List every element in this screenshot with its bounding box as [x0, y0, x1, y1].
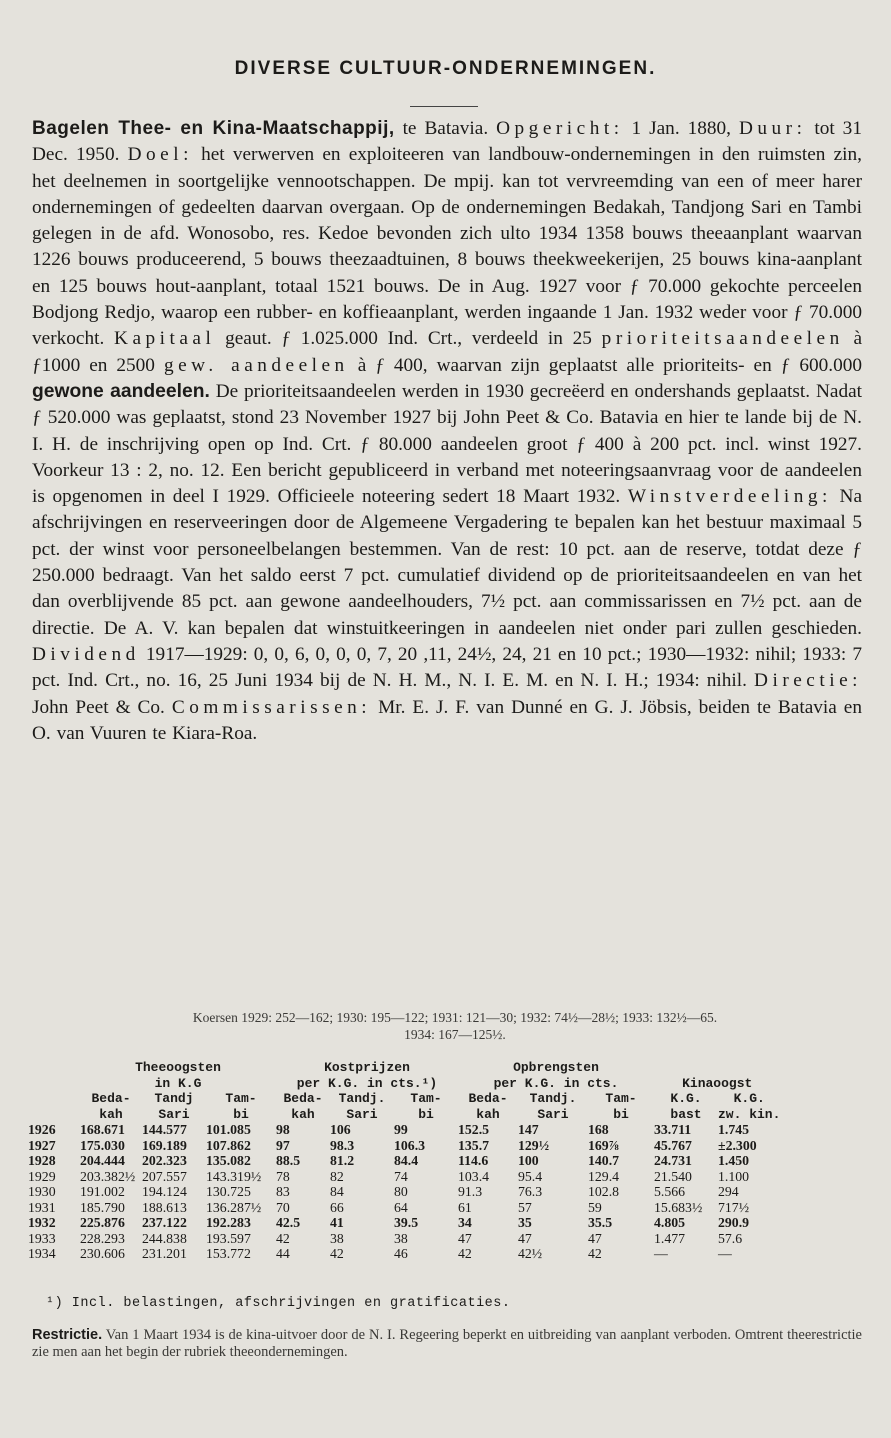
table-group-subheader-row	[28, 1076, 780, 1092]
table-column-header: Tam-	[605, 1091, 637, 1106]
table-cell: 188.613	[142, 1199, 187, 1215]
dividend-text: 1917—1929: 0, 0, 6, 0, 0, 0, 7, 20 ,11, 24½, 24, 21 en 10 pct.; 1930—1932: nihil; 1933: 7 pct. Ind. Crt., no. 16, 25 Juni 1934 bij de N. H. M., N. I. E. M. en N. I. H.; 1934: nihil.	[32, 643, 862, 692]
table-cell: 97	[276, 1137, 290, 1153]
table-cell: 46	[394, 1246, 408, 1261]
table-cell: 147	[518, 1122, 539, 1137]
table-cell: 42	[276, 1230, 290, 1246]
table-cell: 66	[330, 1199, 344, 1215]
table-cell: 191.002	[80, 1184, 125, 1199]
theeoogsten-header: Theeoogsten	[135, 1060, 221, 1075]
table-row	[28, 1169, 780, 1185]
table-row	[28, 1184, 780, 1200]
doel-label: Doel:	[127, 144, 193, 166]
table-cell: 153.772	[206, 1246, 251, 1261]
table-cell: 42½	[518, 1246, 543, 1261]
table-cell: 106.3	[394, 1137, 426, 1153]
table-cell: ±2.300	[718, 1137, 757, 1153]
table-column-header: K.G.	[670, 1091, 702, 1106]
table-cell: 42.5	[276, 1215, 301, 1230]
table-cell: —	[718, 1246, 732, 1261]
table-cell: 228.293	[80, 1230, 125, 1246]
gewone-aandeelen-label: gewone aandeelen.	[32, 380, 210, 402]
table-cell: 47	[458, 1230, 472, 1246]
koersen-line-1: Koersen 1929: 252—162; 1930: 195—122; 1931: 121—30; 1932: 74½—28½; 1933: 132½—65.	[192, 1010, 718, 1025]
table-cell: 135.7	[458, 1137, 490, 1153]
table-cell: 45.767	[654, 1137, 692, 1153]
table-cell: —	[654, 1246, 668, 1261]
table-column-header: kah	[291, 1106, 315, 1122]
commissarissen-text: Mr. E. J. F. van Dunné en G. J. Jöbsis, beiden te Batavia en O. van Vuuren te Kiara-Roa.	[32, 696, 862, 744]
table-cell: 81.2	[330, 1153, 355, 1168]
directie-text: John Peet & Co.	[32, 696, 165, 718]
dividend-label: Dividend	[32, 643, 140, 665]
table-cell: 84.4	[394, 1153, 419, 1168]
table-column-header: Beda-	[283, 1091, 323, 1106]
table-column-header: Sari	[346, 1106, 378, 1122]
table-column-header-row-2	[28, 1107, 780, 1123]
statistics-table	[28, 1060, 780, 1262]
duur-label: Duur:	[738, 118, 807, 139]
kinaoogst-header: Kinaoogst	[682, 1075, 753, 1091]
table-column-header: bi	[233, 1106, 249, 1122]
table-cell: 98	[276, 1122, 290, 1137]
table-cell: 78	[276, 1168, 290, 1184]
winstverdeeling-text: Na afschrijvingen en reserveeringen door de Algemeene Vergadering te bepalen kan het bestuur maximaal 5 pct. der winst voor personeelbelangen bestemmen. Van de rest: 10 pct. aan de reserve, totdat deze ƒ 250.000 bedraagt. Van het saldo eerst 7 pct. cumulatief dividend op de prioriteitsaandeelen en van het dan overblijvende 85 pct. aan gewone aandeelhouders, 7½ pct. aan commissarissen en 7½ pct. aan de directie. De A. V. kan bepalen dat winstuitkeeringen in aandeelen niet onder pari zullen geschieden.	[32, 486, 862, 639]
table-cell: 5.566	[654, 1184, 686, 1199]
table-column-header: kah	[99, 1106, 123, 1122]
table-row	[28, 1138, 780, 1154]
table-cell: 136.287½	[206, 1199, 262, 1215]
table-cell: 152.5	[458, 1122, 490, 1137]
table-cell: 84	[330, 1184, 344, 1199]
table-cell: 106	[330, 1122, 351, 1137]
table-cell: 82	[330, 1168, 344, 1184]
table-column-header: Tam-	[225, 1091, 257, 1106]
duur-value: tot 31 Dec. 1950.	[32, 118, 862, 166]
table-cell: 24.731	[654, 1153, 692, 1168]
opgericht-value: 1 Jan. 1880,	[631, 118, 731, 139]
table-cell: 130.725	[206, 1184, 251, 1199]
winstverdeeling-label: Winstverdeeling:	[627, 486, 832, 508]
kapitaal-text-4: De prioriteitsaandeelen werden in 1930 gecreëerd en ondershands geplaatst. Nadat ƒ 520.000 was geplaatst, stond 23 November 1927 bij John Peet & Co. Batavia en hier te lande bij de N. I. H. de inschrijving open op Ind. Crt. ƒ 80.000 aandeelen groot ƒ 400 à 200 pct. incl. winst 1927. Voorkeur 13 : 2, no. 12. Een bericht gepubliceerd in verband met noteeringsaanvraag voor de aandeelen is opgenomen in deel I 1929. Officieele noteering sedert 18 Maart 1932.	[32, 380, 862, 508]
year-cell: 1927	[28, 1137, 56, 1153]
table-cell: 207.557	[142, 1168, 187, 1184]
restrictie-label: Restrictie.	[32, 1327, 103, 1343]
table-cell: 35.5	[588, 1215, 613, 1230]
kapitaal-text-1: geaut. ƒ 1.025.000 Ind. Crt., verdeeld in 25	[225, 328, 592, 350]
table-column-header: Tandj	[154, 1091, 194, 1106]
table-cell: 34	[458, 1215, 472, 1230]
table-cell: 294	[718, 1184, 739, 1199]
table-cell: 230.606	[80, 1246, 125, 1261]
table-row	[28, 1231, 780, 1247]
kapitaal-text-2: à ƒ1000 en 2500	[32, 328, 863, 376]
table-cell: 202.323	[142, 1153, 187, 1168]
table-cell: 35	[518, 1215, 532, 1230]
table-cell: 169⅞	[588, 1137, 620, 1153]
kostprijzen-subheader: per K.G. in cts.¹)	[296, 1075, 438, 1091]
table-cell: 88.5	[276, 1153, 301, 1168]
year-cell: 1926	[28, 1122, 56, 1137]
table-cell: 74	[394, 1168, 408, 1184]
kapitaal-label: Kapitaal	[114, 328, 216, 350]
table-cell: 4.805	[654, 1215, 686, 1230]
table-cell: 129½	[518, 1137, 550, 1153]
gewone-aandeelen-spaced-label: gew. aandeelen	[163, 354, 349, 376]
table-column-header: K.G.	[733, 1091, 765, 1106]
table-cell: 47	[588, 1230, 602, 1246]
opbrengsten-subheader: per K.G. in cts.	[493, 1075, 619, 1091]
table-column-header: bi	[418, 1106, 434, 1122]
year-cell: 1932	[28, 1215, 56, 1230]
table-cell: 204.444	[80, 1153, 125, 1168]
table-cell: 42	[330, 1246, 344, 1261]
kapitaal-text-3: à ƒ 400, waarvan zijn geplaatst alle prioriteits- en ƒ 600.000	[357, 354, 862, 376]
table-cell: 135.082	[206, 1153, 251, 1168]
table-column-header: bast	[670, 1106, 702, 1122]
table-cell: 231.201	[142, 1246, 187, 1261]
opbrengsten-header: Opbrengsten	[513, 1060, 599, 1075]
year-cell: 1931	[28, 1199, 56, 1215]
table-column-header: Sari	[158, 1106, 190, 1122]
table-cell: 76.3	[518, 1184, 543, 1199]
table-cell: 42	[588, 1246, 602, 1261]
year-cell: 1934	[28, 1246, 56, 1261]
table-cell: 717½	[718, 1199, 750, 1215]
doel-text: het verwerven en exploiteeren van landbouw-ondernemingen in den ruimsten zin, het deelnemen in soortgelijke vennootschappen. De mpij. kan tot vervreemding van een of meer harer ondernemingen of gedeelten daarvan overgaan. Op de ondernemingen Bedakah, Tandjong Sari en Tambi gelegen in de afd. Wonosobo, res. Kedoe bevonden zich ulto 1934 1358 bouws theeaanplant waarvan 1226 bouws produceerend, 5 bouws theezaadtuinen, 8 bouws theekweekerijen, 25 bouws kina-aanplant en 125 bouws hout-aanplant, totaal 1521 bouws. De in Aug. 1927 voor ƒ 70.000 gekochte perceelen Bodjong Redjo, waarop een rubber- en koffieaanplant, werden ingaande 1 Jan. 1932 weder voor ƒ 70.000 verkocht.	[32, 144, 862, 350]
table-row	[28, 1215, 780, 1231]
table-cell: 1.450	[718, 1153, 750, 1168]
table-column-header: bi	[613, 1106, 629, 1122]
table-cell: 99	[394, 1122, 408, 1137]
year-cell: 1928	[28, 1153, 56, 1168]
table-row	[28, 1153, 780, 1169]
table-cell: 290.9	[718, 1215, 750, 1230]
table-cell: 237.122	[142, 1215, 187, 1230]
table-cell: 61	[458, 1199, 472, 1215]
section-heading: DIVERSE CULTUUR-ONDERNEMINGEN.	[234, 58, 657, 79]
table-column-header: kah	[476, 1106, 500, 1122]
restrictie-block	[32, 1327, 862, 1360]
year-cell: 1930	[28, 1184, 56, 1199]
table-cell: 100	[518, 1153, 539, 1168]
kostprijzen-header: Kostprijzen	[324, 1060, 410, 1075]
company-name: Bagelen Thee- en Kina-Maatschappij,	[32, 118, 395, 139]
table-cell: 143.319½	[206, 1168, 262, 1184]
table-cell: 169.189	[142, 1137, 187, 1153]
table-cell: 95.4	[518, 1168, 543, 1184]
table-cell: 102.8	[588, 1184, 620, 1199]
commissarissen-label: Commissarissen:	[171, 696, 372, 718]
prioriteitsaandeelen-label: prioriteitsaandeelen	[601, 328, 844, 350]
koersen-block	[60, 1009, 850, 1043]
table-cell: 203.382½	[80, 1168, 136, 1184]
table-cell: 103.4	[458, 1168, 490, 1184]
koersen-line-2: 1934: 167—125½.	[404, 1027, 506, 1042]
table-cell: 185.790	[80, 1199, 125, 1215]
table-cell: 83	[276, 1184, 290, 1199]
table-footnote: ¹) Incl. belastingen, afschrijvingen en gratificaties.	[46, 1296, 511, 1311]
table-cell: 168	[588, 1122, 609, 1137]
table-cell: 41	[330, 1215, 344, 1230]
table-column-header-row-1	[28, 1091, 780, 1107]
table-cell: 57.6	[718, 1230, 743, 1246]
theeoogsten-subheader: in K.G	[154, 1075, 202, 1091]
article-paragraph	[32, 116, 862, 747]
table-cell: 15.683½	[654, 1199, 703, 1215]
table-cell: 140.7	[588, 1153, 620, 1168]
table-column-header: zw. kin.	[718, 1106, 781, 1122]
table-column-header: Beda-	[91, 1091, 131, 1106]
table-cell: 194.124	[142, 1184, 187, 1199]
opgericht-label: Opgericht:	[496, 118, 624, 139]
table-row	[28, 1246, 780, 1262]
table-cell: 98.3	[330, 1137, 355, 1153]
table-cell: 38	[394, 1230, 408, 1246]
table-group-header-row	[28, 1060, 780, 1076]
company-article	[32, 116, 862, 747]
table-cell: 42	[458, 1246, 472, 1261]
table-cell: 175.030	[80, 1137, 125, 1153]
table-column-header: Tandj.	[338, 1091, 386, 1106]
table-column-header: Sari	[537, 1106, 569, 1122]
year-cell: 1929	[28, 1168, 56, 1184]
directie-label: Directie:	[754, 670, 862, 692]
table-cell: 21.540	[654, 1168, 692, 1184]
table-cell: 57	[518, 1199, 532, 1215]
table-cell: 44	[276, 1246, 290, 1261]
table-cell: 33.711	[654, 1122, 692, 1137]
table-cell: 91.3	[458, 1184, 483, 1199]
table-cell: 1.745	[718, 1122, 750, 1137]
table-cell: 59	[588, 1199, 602, 1215]
table-cell: 225.876	[80, 1215, 125, 1230]
table-column-header: Beda-	[468, 1091, 508, 1106]
table-cell: 114.6	[458, 1153, 489, 1168]
table-cell: 101.085	[206, 1122, 251, 1137]
table-cell: 70	[276, 1199, 290, 1215]
company-location: te Batavia.	[402, 118, 489, 139]
table-row	[28, 1122, 780, 1138]
table-cell: 192.283	[206, 1215, 251, 1230]
year-cell: 1933	[28, 1230, 56, 1246]
table-cell: 129.4	[588, 1168, 620, 1184]
table-column-header: Tam-	[410, 1091, 442, 1106]
table-cell: 244.838	[142, 1230, 187, 1246]
table-cell: 1.100	[718, 1168, 750, 1184]
heading-divider	[410, 106, 478, 107]
table-cell: 144.577	[142, 1122, 187, 1137]
table-row	[28, 1200, 780, 1216]
restrictie-text: Van 1 Maart 1934 is de kina-uitvoer door de N. I. Regeering beperkt en uitbreiding van aanplant verboden. Omtrent theerestrictie zie men aan het begin der rubriek theeondernemingen.	[32, 1327, 862, 1360]
table-column-header: Tandj.	[529, 1091, 577, 1106]
table-cell: 168.671	[80, 1122, 125, 1137]
table-cell: 64	[394, 1199, 408, 1215]
table-cell: 47	[518, 1230, 532, 1246]
table-cell: 1.477	[654, 1230, 686, 1246]
table-cell: 80	[394, 1184, 408, 1199]
table-cell: 193.597	[206, 1230, 251, 1246]
table-cell: 39.5	[394, 1215, 419, 1230]
table-cell: 107.862	[206, 1137, 251, 1153]
table-cell: 38	[330, 1230, 344, 1246]
